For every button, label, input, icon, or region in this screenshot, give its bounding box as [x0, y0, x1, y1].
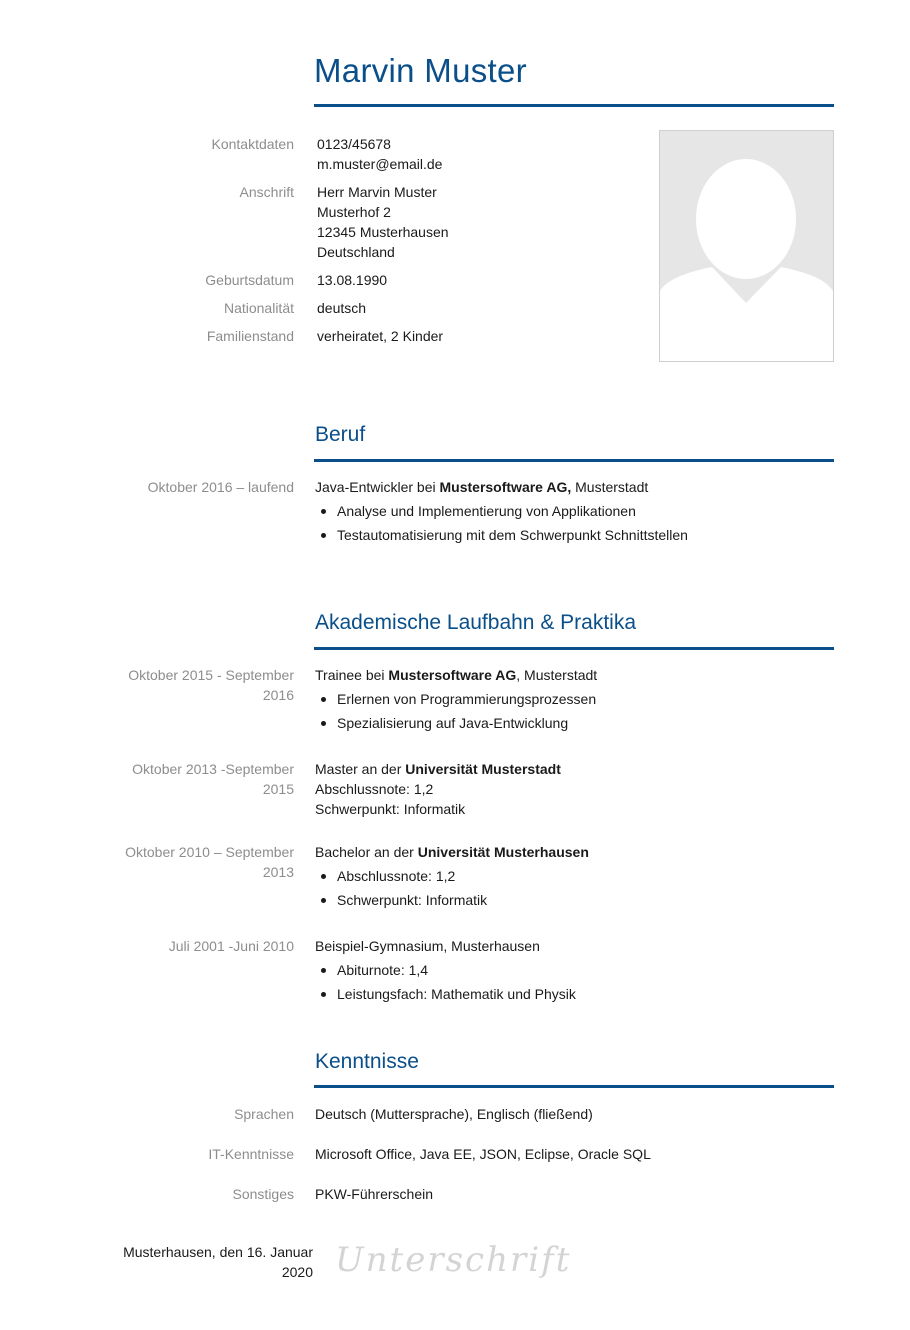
- entry-heading: Master an der Universität Musterstadt: [315, 761, 561, 777]
- entry-line: Schwerpunkt: Informatik: [315, 801, 466, 817]
- education-entry: [315, 759, 835, 819]
- list-item: Schwerpunkt: Informatik: [337, 890, 835, 910]
- value-sprachen: Deutsch (Muttersprache), Englisch (fließend): [315, 1106, 593, 1122]
- entry-heading: Trainee bei Mustersoftware AG, Musterstadt: [315, 667, 598, 683]
- entry-date: Oktober 2015 - September 2016: [128, 667, 294, 703]
- entry-heading: Beispiel-Gymnasium, Musterhausen: [315, 938, 540, 954]
- education-entry: [315, 665, 835, 737]
- section-rule: [314, 647, 834, 650]
- list-item: Erlernen von Programmierungsprozessen: [337, 689, 835, 709]
- list-item: Abiturnote: 1,4: [337, 960, 835, 980]
- entry-date: Oktober 2013 -September 2015: [132, 761, 294, 797]
- entry-heading: Java-Entwickler bei Mustersoftware AG, Musterstadt: [315, 479, 649, 495]
- value-geburtsdatum: 13.08.1990: [317, 272, 388, 288]
- education-entry: [315, 936, 835, 1008]
- list-item: Testautomatisierung mit dem Schwerpunkt Schnittstellen: [337, 525, 835, 545]
- value-familienstand: verheiratet, 2 Kinder: [317, 328, 444, 344]
- entry-date: Oktober 2010 – September 2013: [125, 844, 294, 880]
- entry-date: Oktober 2016 – laufend: [147, 479, 294, 495]
- section-title-kenntnisse: Kenntnisse: [315, 1050, 419, 1073]
- value-anschrift: [317, 182, 449, 262]
- label-geburtsdatum: Geburtsdatum: [205, 272, 294, 288]
- value-kontaktdaten: [317, 134, 442, 174]
- cv-name: Marvin Muster: [314, 52, 527, 89]
- label-anschrift: Anschrift: [239, 184, 294, 200]
- label-kontaktdaten: Kontaktdaten: [211, 136, 294, 152]
- value-sonstiges: PKW-Führerschein: [315, 1186, 434, 1202]
- label-nationalitaet: Nationalität: [223, 300, 294, 316]
- section-title-akademisch: Akademische Laufbahn & Praktika: [315, 611, 637, 634]
- list-item: Spezialisierung auf Java-Entwicklung: [337, 713, 835, 733]
- label-sprachen: Sprachen: [234, 1106, 294, 1122]
- list-item: Abschlussnote: 1,2: [337, 866, 835, 886]
- education-entry: [315, 842, 835, 914]
- entry-heading: Bachelor an der Universität Musterhausen: [315, 844, 589, 860]
- list-item: Analyse und Implementierung von Applikationen: [337, 501, 835, 521]
- phone-number: 0123/45678: [317, 136, 391, 152]
- label-sonstiges: Sonstiges: [232, 1186, 294, 1202]
- entry-line: Abschlussnote: 1,2: [315, 781, 434, 797]
- section-rule: [314, 1085, 834, 1088]
- address-line: Herr Marvin Muster: [317, 184, 437, 200]
- job-entry: [315, 477, 835, 549]
- place-date: Musterhausen, den 16. Januar 2020: [123, 1244, 313, 1280]
- person-silhouette-icon: [660, 131, 833, 361]
- address-line: Musterhof 2: [317, 204, 391, 220]
- email-address: m.muster@email.de: [317, 156, 443, 172]
- entry-date: Juli 2001 -Juni 2010: [168, 938, 294, 954]
- value-nationalitaet: deutsch: [317, 300, 367, 316]
- address-line: Deutschland: [317, 244, 395, 260]
- address-line: 12345 Musterhausen: [317, 224, 449, 240]
- label-familienstand: Familienstand: [206, 328, 294, 344]
- header-rule: [314, 104, 834, 107]
- label-it-kenntnisse: IT-Kenntnisse: [208, 1146, 294, 1162]
- list-item: Leistungsfach: Mathematik und Physik: [337, 984, 835, 1004]
- section-rule: [314, 459, 834, 462]
- section-title-beruf: Beruf: [315, 423, 366, 446]
- profile-photo: [659, 130, 834, 362]
- signature: Unterschrift: [335, 1240, 572, 1280]
- value-it-kenntnisse: Microsoft Office, Java EE, JSON, Eclipse, Oracle SQL: [315, 1146, 651, 1162]
